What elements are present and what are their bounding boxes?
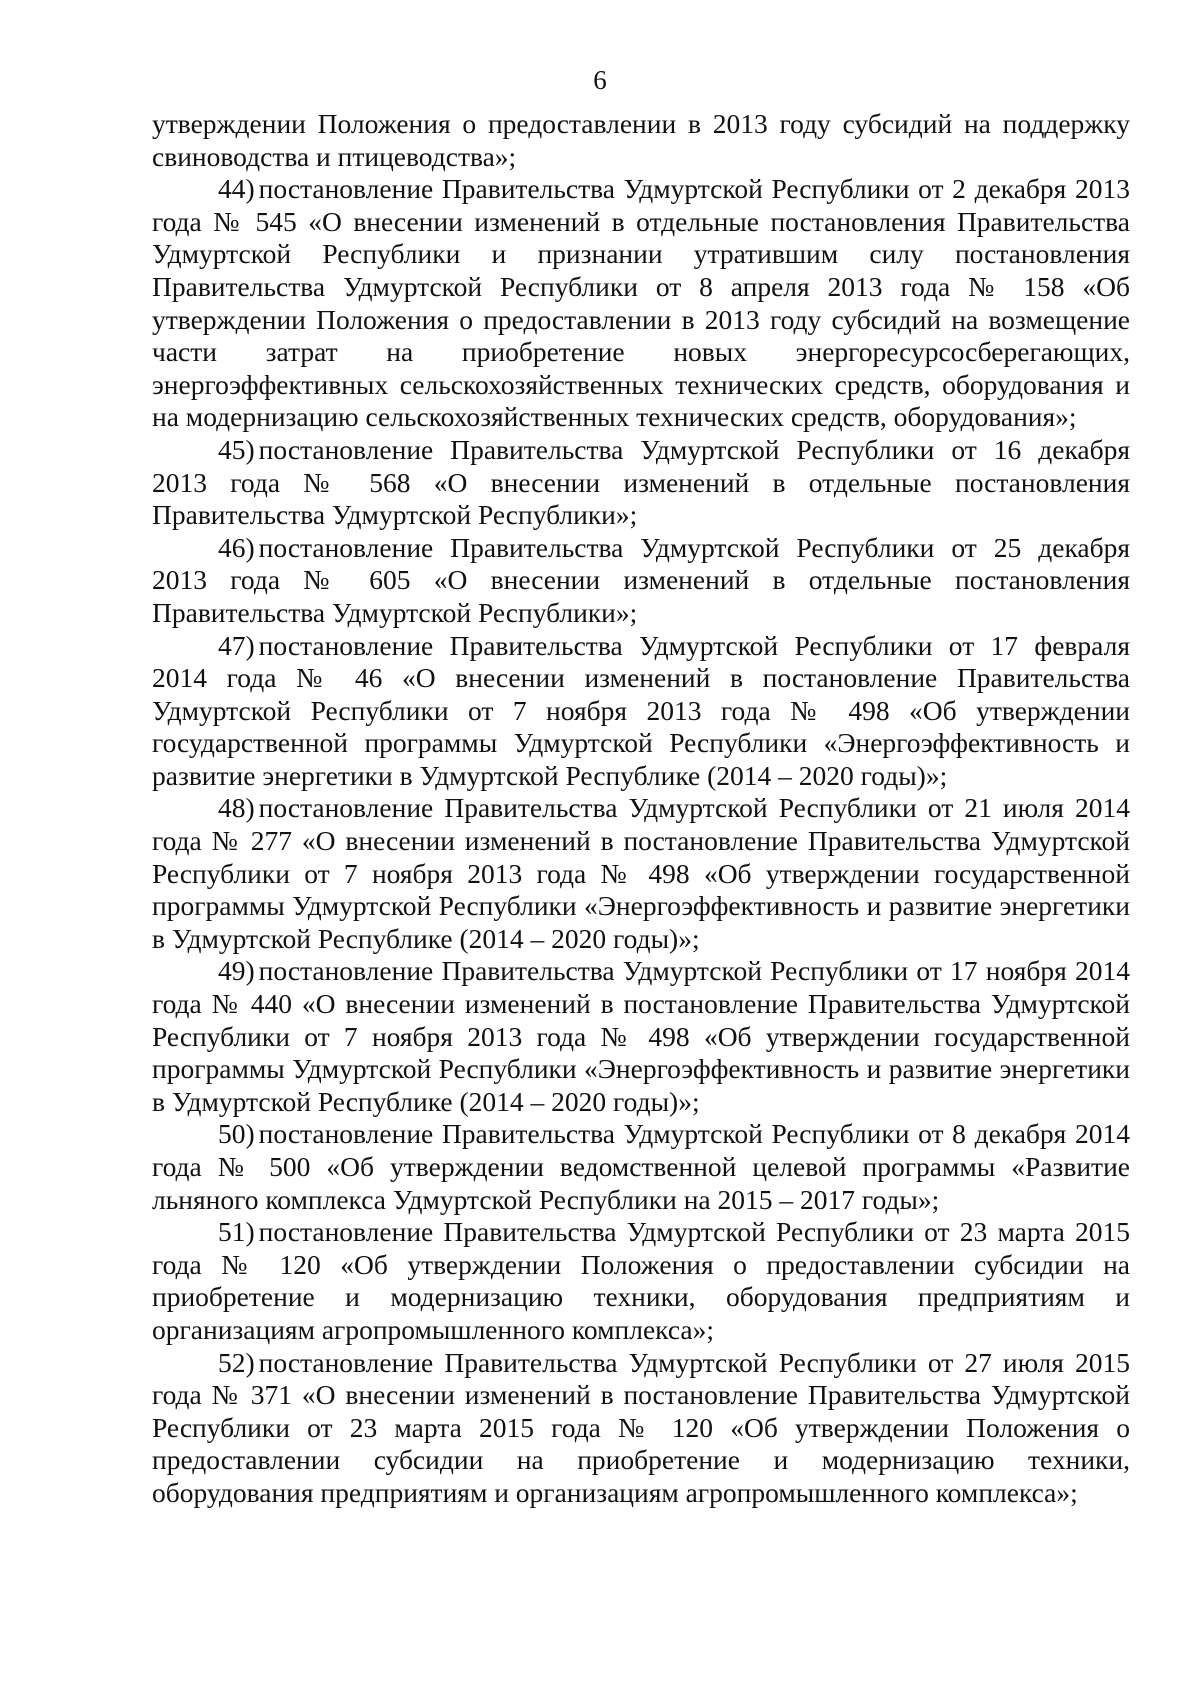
list-item-text: постановление Правительства Удмуртской Республики от 17 ноября 2014 года № 440 «О внесении изменений в постановление Правительства Удмуртской Республики от 7 ноября 2013 года № 498 «Об утверждении государственной программы Удмуртской Республики «Энергоэффективность и развитие энергетики в Удмуртской Республике (2014 – 2020 годы)»; bbox=[152, 955, 1130, 1117]
list-item-50 bbox=[152, 1118, 1130, 1216]
list-item-48 bbox=[152, 792, 1130, 955]
list-item-49 bbox=[152, 955, 1130, 1118]
paragraph-text: утверждении Положения о предоставлении в 2013 году субсидий на поддержку свиноводства и птицеводства»; bbox=[152, 108, 1130, 172]
list-item-text: постановление Правительства Удмуртской Республики от 2 декабря 2013 года № 545 «О внесении изменений в отдельные постановления Правительства Удмуртской Республики и признании утратившим силу постановления Правительства Удмуртской Республики от 8 апреля 2013 года № 158 «Об утверждении Положения о предоставлении в 2013 году субсидий на возмещение части затрат на приобретение новых энергоресурсосберегающих, энергоэффективных сельскохозяйственных технических средств, оборудования и на модернизацию сельскохозяйственных технических средств, оборудования»; bbox=[152, 173, 1130, 433]
document-body bbox=[152, 108, 1130, 1510]
list-item-number: 50) bbox=[218, 1118, 255, 1150]
list-item-text: постановление Правительства Удмуртской Республики от 17 февраля 2014 года № 46 «О внесении изменений в постановление Правительства Удмуртской Республики от 7 ноября 2013 года № 498 «Об утверждении государственной программы Удмуртской Республики «Энергоэффективность и развитие энергетики в Удмуртской Республике (2014 – 2020 годы)»; bbox=[152, 629, 1130, 791]
list-item-46 bbox=[152, 532, 1130, 630]
list-item-text: постановление Правительства Удмуртской Республики от 23 марта 2015 года № 120 «Об утверждении Положения о предоставлении субсидии на приобретение и модернизацию техники, оборудования предприятиям и организациям агропромышленного комплекса»; bbox=[152, 1216, 1130, 1345]
list-item-51 bbox=[152, 1216, 1130, 1346]
list-item-number: 44) bbox=[218, 173, 255, 205]
list-item-number: 52) bbox=[218, 1346, 255, 1378]
list-item-number: 51) bbox=[218, 1216, 255, 1248]
list-item-number: 49) bbox=[218, 955, 255, 987]
list-item-45 bbox=[152, 434, 1130, 532]
list-item-52 bbox=[152, 1347, 1130, 1510]
list-item-text: постановление Правительства Удмуртской Республики от 21 июля 2014 года № 277 «О внесении изменений в постановление Правительства Удмуртской Республики от 7 ноября 2013 года № 498 «Об утверждении государственной программы Удмуртской Республики «Энергоэффективность и развитие энергетики в Удмуртской Республике (2014 – 2020 годы)»; bbox=[152, 792, 1130, 954]
list-item-47 bbox=[152, 630, 1130, 793]
list-item-text: постановление Правительства Удмуртской Республики от 16 декабря 2013 года № 568 «О внесении изменений в отдельные постановления Правительства Удмуртской Республики»; bbox=[152, 433, 1130, 531]
list-item-number: 45) bbox=[218, 433, 255, 465]
list-item-number: 46) bbox=[218, 531, 255, 563]
list-item-44 bbox=[152, 173, 1130, 434]
paragraph-continuation bbox=[152, 108, 1130, 173]
list-item-text: постановление Правительства Удмуртской Республики от 25 декабря 2013 года № 605 «О внесении изменений в отдельные постановления Правительства Удмуртской Республики»; bbox=[152, 531, 1130, 628]
list-item-text: постановление Правительства Удмуртской Республики от 27 июля 2015 года № 371 «О внесении изменений в постановление Правительства Удмуртской Республики от 23 марта 2015 года № 120 «Об утверждении Положения о предоставлении субсидии на приобретение и модернизацию техники, оборудования предприятиям и организациям агропромышленного комплекса»; bbox=[152, 1346, 1130, 1508]
page-number: 6 bbox=[593, 65, 607, 95]
list-item-number: 48) bbox=[218, 792, 255, 824]
list-item-number: 47) bbox=[218, 629, 255, 661]
list-item-text: постановление Правительства Удмуртской Республики от 8 декабря 2014 года № 500 «Об утверждении ведомственной целевой программы «Развитие льняного комплекса Удмуртской Республики на 2015 – 2017 годы»; bbox=[152, 1118, 1130, 1215]
